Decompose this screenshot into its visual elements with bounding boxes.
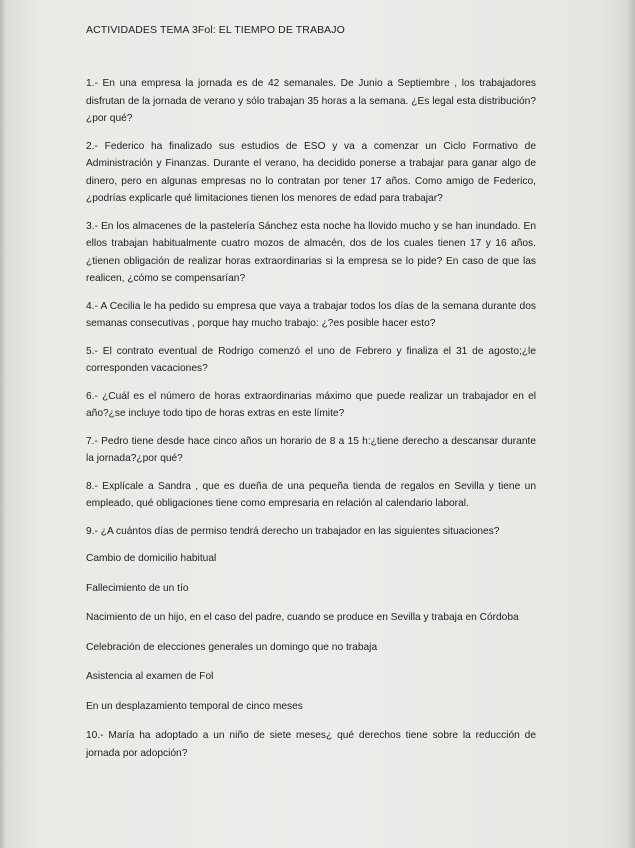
question-4: 4.- A Cecilia le ha pedido su empresa que vaya a trabajar todos los días de la semana durante dos semanas consecutivas , porque hay mucho trabajo: ¿?es posible hacer esto? <box>86 300 536 329</box>
question-7: 7.- Pedro tiene desde hace cinco años un horario de 8 a 15 h:¿tiene derecho a descansar durante la jornada?¿por qué? <box>86 435 536 464</box>
situation-item: Cambio de domicilio habitual <box>86 553 217 564</box>
situation-item: Nacimiento de un hijo, en el caso del padre, cuando se produce en Sevilla y trabaja en Córdoba <box>86 612 519 623</box>
document-title: ACTIVIDADES TEMA 3Fol: EL TIEMPO DE TRABAJO <box>86 24 345 36</box>
question-3: 3.- En los almacenes de la pastelería Sánchez esta noche ha llovido mucho y se han inundado. En ellos trabajan habitualmente cuatro mozos de almacén, dos de los cuales tienen 17 y 16 años. ¿tienen obligación de realizar horas extraordinarias si la empresa se lo pide? En caso de que las realicen, ¿cómo se compensarían? <box>86 220 536 284</box>
situation-item: Asistencia al examen de Fol <box>86 671 214 682</box>
document-content <box>86 24 536 772</box>
page-shadow-right <box>627 0 635 848</box>
question-5: 5.- El contrato eventual de Rodrigo comenzó el uno de Febrero y finaliza el 31 de agosto;¿le corresponden vacaciones? <box>86 345 536 374</box>
situation-item: Fallecimiento de un tío <box>86 582 189 594</box>
question-9: 9.- ¿A cuántos días de permiso tendrá derecho un trabajador en las siguientes situaciones? <box>86 525 500 537</box>
page-shadow-left <box>0 0 6 848</box>
question-2: 2.- Federico ha finalizado sus estudios de ESO y va a comenzar un Ciclo Formativo de Administración y Finanzas. Durante el verano, ha decidido ponerse a trabajar para ganar algo de dinero, pero en algunas empresas no lo contratan por tener 17 años. Como amigo de Federico, ¿podrías explicarle qué limitaciones tienen los menores de edad para trabajar? <box>86 140 536 204</box>
situation-item: En un desplazamiento temporal de cinco meses <box>86 700 303 712</box>
question-8: 8.- Explícale a Sandra , que es dueña de una pequeña tienda de regalos en Sevilla y tiene un empleado, qué obligaciones tiene como empresaria en relación al calendario laboral. <box>86 480 536 509</box>
question-1: 1.- En una empresa la jornada es de 42 semanales. De Junio a Septiembre , los trabajadores disfrutan de la jornada de verano y sólo trabajan 35 horas a la semana. ¿Es legal esta distribución? ¿por qué? <box>86 78 536 124</box>
question-6: 6.- ¿Cuál es el número de horas extraordinarias máximo que puede realizar un trabajador en el año?¿se incluye todo tipo de horas extras en este límite? <box>86 390 536 419</box>
situation-item: Celebración de elecciones generales un domingo que no trabaja <box>86 641 378 653</box>
question-10: 10.- María ha adoptado a un niño de siete meses¿ qué derechos tiene sobre la reducción de jornada por adopción? <box>86 730 536 759</box>
